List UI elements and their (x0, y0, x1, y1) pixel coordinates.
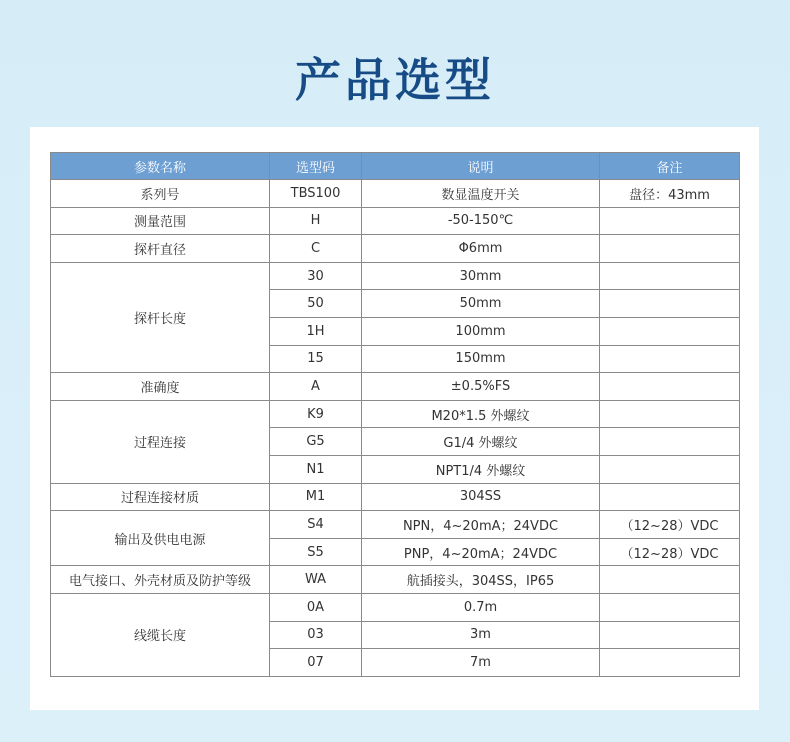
desc-cell: M20*1.5 外螺纹 (362, 400, 600, 428)
code-cell: 30 (270, 262, 362, 290)
param-name-cell: 线缆长度 (51, 593, 270, 676)
code-cell: A (270, 373, 362, 401)
code-cell: WA (270, 566, 362, 594)
note-cell: （12~28）VDC (600, 511, 740, 539)
desc-cell: ±0.5%FS (362, 373, 600, 401)
note-cell (600, 262, 740, 290)
param-name-cell: 探杆长度 (51, 262, 270, 372)
note-cell (600, 483, 740, 511)
note-cell (600, 400, 740, 428)
code-cell: 1H (270, 317, 362, 345)
note-cell: （12~28）VDC (600, 538, 740, 566)
note-cell (600, 566, 740, 594)
desc-cell: G1/4 外螺纹 (362, 428, 600, 456)
desc-cell: NPN，4~20mA；24VDC (362, 511, 600, 539)
desc-cell: 150mm (362, 345, 600, 373)
code-cell: S4 (270, 511, 362, 539)
code-cell: 07 (270, 649, 362, 677)
note-cell (600, 317, 740, 345)
table-row (51, 593, 740, 621)
table-row (51, 566, 740, 594)
note-cell (600, 290, 740, 318)
param-name-cell: 过程连接 (51, 400, 270, 483)
table-row (51, 400, 740, 428)
desc-cell: 数显温度开关 (362, 180, 600, 208)
code-cell: C (270, 235, 362, 263)
code-cell: 15 (270, 345, 362, 373)
note-cell (600, 373, 740, 401)
code-cell: 0A (270, 593, 362, 621)
table-row (51, 262, 740, 290)
code-cell: M1 (270, 483, 362, 511)
code-cell: G5 (270, 428, 362, 456)
param-name-cell: 准确度 (51, 373, 270, 401)
selection-table (50, 152, 740, 677)
desc-cell: 航插接头，304SS，IP65 (362, 566, 600, 594)
code-cell: N1 (270, 455, 362, 483)
table-row (51, 511, 740, 539)
param-name-cell: 系列号 (51, 180, 270, 208)
code-cell: 50 (270, 290, 362, 318)
desc-cell: 7m (362, 649, 600, 677)
desc-cell: 0.7m (362, 593, 600, 621)
code-cell: S5 (270, 538, 362, 566)
selection-card (30, 127, 759, 710)
param-name-cell: 探杆直径 (51, 235, 270, 263)
note-cell: 盘径：43mm (600, 180, 740, 208)
note-cell (600, 345, 740, 373)
code-cell: TBS100 (270, 180, 362, 208)
desc-cell: 100mm (362, 317, 600, 345)
table-header-row (51, 153, 740, 180)
header-code: 选型码 (270, 153, 362, 180)
desc-cell: Φ6mm (362, 235, 600, 263)
page-title: 产品选型 (295, 53, 495, 107)
code-cell: H (270, 207, 362, 235)
header-note: 备注 (600, 153, 740, 180)
note-cell (600, 235, 740, 263)
note-cell (600, 649, 740, 677)
code-cell: 03 (270, 621, 362, 649)
desc-cell: -50-150℃ (362, 207, 600, 235)
table-row (51, 483, 740, 511)
note-cell (600, 455, 740, 483)
table-row (51, 180, 740, 208)
table-row (51, 235, 740, 263)
table-body (51, 180, 740, 677)
header-desc: 说明 (362, 153, 600, 180)
table-row (51, 373, 740, 401)
desc-cell: 30mm (362, 262, 600, 290)
note-cell (600, 621, 740, 649)
param-name-cell: 电气接口、外壳材质及防护等级 (51, 566, 270, 594)
note-cell (600, 428, 740, 456)
code-cell: K9 (270, 400, 362, 428)
desc-cell: PNP，4~20mA；24VDC (362, 538, 600, 566)
table-row (51, 207, 740, 235)
param-name-cell: 测量范围 (51, 207, 270, 235)
desc-cell: 50mm (362, 290, 600, 318)
param-name-cell: 输出及供电电源 (51, 511, 270, 566)
note-cell (600, 207, 740, 235)
param-name-cell: 过程连接材质 (51, 483, 270, 511)
desc-cell: NPT1/4 外螺纹 (362, 455, 600, 483)
desc-cell: 304SS (362, 483, 600, 511)
note-cell (600, 593, 740, 621)
desc-cell: 3m (362, 621, 600, 649)
header-param: 参数名称 (51, 153, 270, 180)
